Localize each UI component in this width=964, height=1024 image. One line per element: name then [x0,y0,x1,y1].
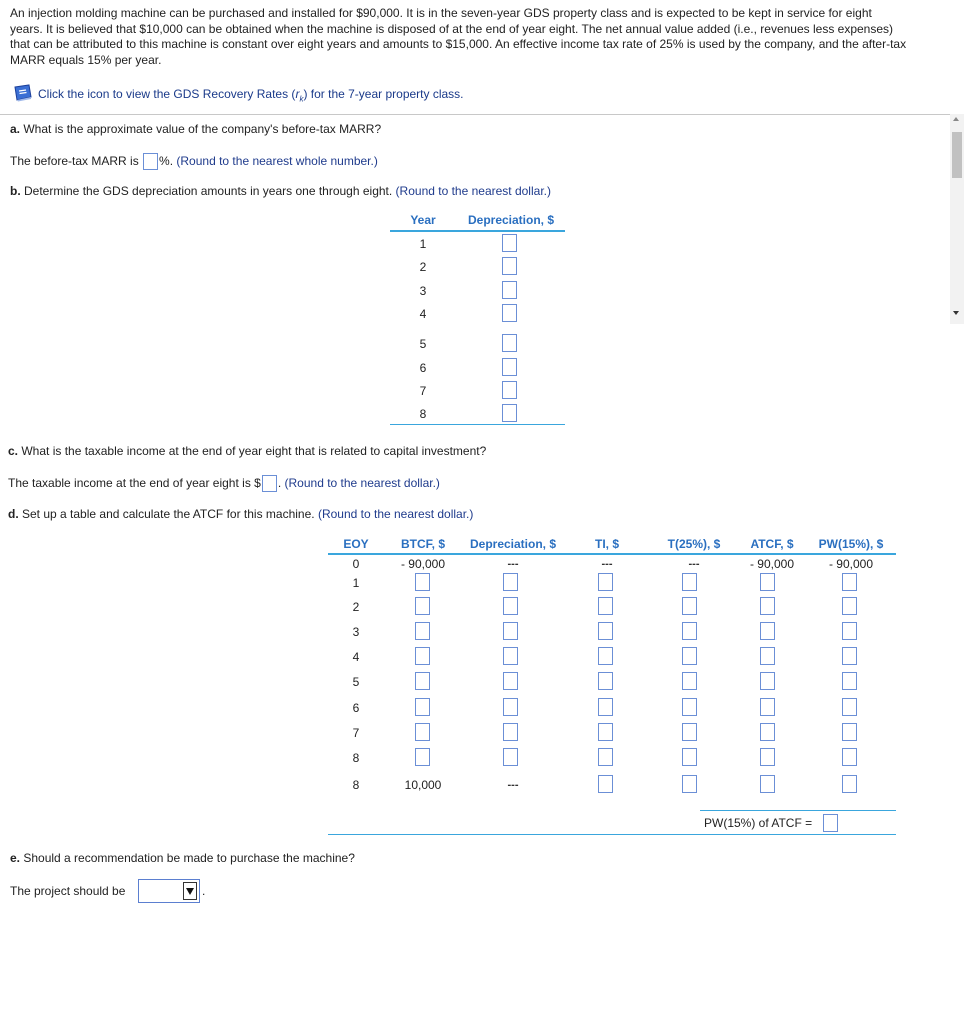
part-c-question-text: What is the taxable income at the end of year eight that is related to capital investment? [18,444,487,458]
problem-statement [10,6,960,68]
atcf-value-input[interactable] [415,573,430,591]
atcf-value-input[interactable] [415,647,430,665]
part-b-label: b. [10,184,21,198]
problem-line-2: years. It is believed that $10,000 can be obtained when the machine is disposed of at the end of year eight. The net annual value added (i.e., revenues less expenses) [10,21,894,36]
part-e-label: e. [10,851,21,865]
atcf-col-header: TI, $ [594,537,619,551]
taxable-income-input[interactable] [262,475,277,492]
atcf-pw-top-rule [700,810,896,811]
section-divider [0,114,950,115]
atcf-value-input[interactable] [598,573,613,591]
atcf-eoy-cell: 8 [352,751,360,765]
gds-link-var: r [295,87,300,101]
atcf-value-input[interactable] [760,647,775,665]
part-e-question-text: Should a recommendation be made to purchase the machine? [20,851,355,865]
scrollbar-thumb[interactable] [952,132,962,178]
atcf-value-input[interactable] [503,748,518,766]
part-c-answer-suffix: . [277,476,282,490]
atcf-col-header: BTCF, $ [400,537,445,551]
atcf-value-input[interactable] [760,748,775,766]
atcf-eoy-cell: 4 [352,650,360,664]
dep-amount-input[interactable] [502,358,517,376]
atcf-row0-cell: --- [507,558,519,570]
atcf-value-input[interactable] [682,597,697,615]
part-c-hint: (Round to the nearest dollar.) [281,476,440,490]
pw-atcf-label: PW(15%) of ATCF = [704,816,813,830]
atcf-value-input[interactable] [760,573,775,591]
atcf-value-input[interactable] [842,672,857,690]
atcf-value-input[interactable] [842,748,857,766]
dep-year-cell: 3 [419,284,427,298]
part-a-question [10,122,381,136]
atcf-value-input[interactable] [598,597,613,615]
atcf-row0-cell: - 90,000 [400,557,446,571]
atcf-value-input[interactable] [842,775,857,793]
dep-year-cell: 8 [419,407,427,421]
part-c-answer [8,473,440,493]
part-d-question [8,507,473,521]
part-b-hint: (Round to the nearest dollar.) [392,184,551,198]
gds-rates-link[interactable] [38,87,464,103]
problem-line-1: An injection molding machine can be purchased and installed for $90,000. It is in the seven-year GDS property class and is expected to be kept in service for eight [10,6,872,20]
dropdown-arrow-icon[interactable] [183,882,197,900]
table-bottom-rule [390,424,565,425]
atcf-value-input[interactable] [415,672,430,690]
part-a-answer-unit: %. [159,154,174,168]
part-d-question-text: Set up a table and calculate the ATCF for this machine. [18,507,315,521]
atcf-value-input[interactable] [415,622,430,640]
atcf-value-input[interactable] [842,723,857,741]
atcf-value-input[interactable] [682,748,697,766]
dep-amount-input[interactable] [502,257,517,275]
atcf-value-input[interactable] [682,672,697,690]
atcf-value-input[interactable] [598,647,613,665]
atcf-row0-cell: - 90,000 [828,557,874,571]
atcf-value-input[interactable] [415,597,430,615]
atcf-value-input[interactable] [682,723,697,741]
atcf-value-input[interactable] [503,622,518,640]
part-a-answer [10,151,378,171]
atcf-col-header: Depreciation, $ [469,537,557,551]
atcf-value-input[interactable] [503,698,518,716]
pw-atcf-input[interactable] [823,814,838,832]
problem-line-4: MARR equals 15% per year. [10,52,162,67]
atcf-value-input[interactable] [415,698,430,716]
scroll-up-icon[interactable] [953,117,959,121]
atcf-value-input[interactable] [760,698,775,716]
gds-link-suffix: ) for the 7-year property class. [303,87,464,101]
atcf-value-input[interactable] [503,597,518,615]
part-e-answer-suffix: . [202,884,206,898]
atcf-eoy-cell: 2 [352,600,360,614]
recommendation-select[interactable] [138,879,200,903]
atcf-bottom-rule [328,834,896,835]
part-d-label: d. [8,507,19,521]
dep-amount-input[interactable] [502,304,517,322]
atcf-eoy-cell: 1 [352,576,360,590]
atcf-salvage-btcf: 10,000 [404,778,442,792]
atcf-value-input[interactable] [598,775,613,793]
atcf-value-input[interactable] [598,748,613,766]
dep-year-cell: 5 [419,337,427,351]
part-a-question-text: What is the approximate value of the company's before-tax MARR? [20,122,382,136]
part-d-hint: (Round to the nearest dollar.) [314,507,474,521]
gds-link-prefix: Click the icon to view the GDS Recovery Rates ( [38,87,296,101]
atcf-row0-cell: --- [688,558,700,570]
atcf-eoy-cell: 8 [352,778,360,792]
dep-year-cell: 4 [419,307,427,321]
dep-year-cell: 1 [419,237,427,251]
part-c-answer-prefix: The taxable income at the end of year eight is $ [8,476,261,490]
part-e-answer-prefix: The project should be [10,884,126,898]
atcf-value-input[interactable] [842,647,857,665]
atcf-value-input[interactable] [415,748,430,766]
atcf-header-rule [328,553,896,555]
dep-year-cell: 7 [419,384,427,398]
atcf-value-input[interactable] [842,698,857,716]
atcf-row0-cell: - 90,000 [749,557,795,571]
atcf-value-input[interactable] [842,573,857,591]
atcf-eoy-cell: 6 [352,701,360,715]
atcf-col-header: T(25%), $ [667,537,721,551]
atcf-value-input[interactable] [842,622,857,640]
part-a-hint: (Round to the nearest whole number.) [173,154,378,168]
dep-amount-input[interactable] [502,381,517,399]
dep-amount-input[interactable] [502,334,517,352]
part-a-answer-prefix: The before-tax MARR is [10,154,143,168]
atcf-value-input[interactable] [682,573,697,591]
atcf-value-input[interactable] [842,597,857,615]
dep-amount-input[interactable] [502,234,517,252]
dep-amount-input[interactable] [502,281,517,299]
gds-link-sub: k [299,94,304,104]
atcf-col-header: PW(15%), $ [818,537,884,551]
part-b-question-text: Determine the GDS depreciation amounts in years one through eight. [20,184,393,198]
table-header-rule [390,230,565,232]
atcf-value-input[interactable] [760,775,775,793]
part-b-question [10,184,551,198]
atcf-value-input[interactable] [503,573,518,591]
atcf-value-input[interactable] [682,698,697,716]
atcf-eoy-cell: 3 [352,625,360,639]
atcf-value-input[interactable] [503,723,518,741]
atcf-value-input[interactable] [760,622,775,640]
part-c-question [8,444,486,458]
atcf-eoy-cell: 5 [352,675,360,689]
atcf-value-input[interactable] [682,647,697,665]
dep-year-cell: 6 [419,361,427,375]
atcf-value-input[interactable] [503,672,518,690]
atcf-value-input[interactable] [598,622,613,640]
dep-year-cell: 2 [419,260,427,274]
atcf-value-input[interactable] [682,775,697,793]
atcf-value-input[interactable] [760,597,775,615]
atcf-row0-cell: --- [601,558,613,570]
before-tax-marr-input[interactable] [143,153,158,170]
atcf-value-input[interactable] [598,672,613,690]
atcf-col-header: ATCF, $ [750,537,794,551]
atcf-value-input[interactable] [415,723,430,741]
atcf-value-input[interactable] [598,698,613,716]
atcf-col-header: EOY [343,537,369,551]
part-e-question [10,851,355,865]
col-header-year: Year [410,213,436,227]
scroll-down-icon[interactable] [953,311,959,315]
book-icon[interactable] [12,84,34,102]
atcf-row0-cell: 0 [352,557,360,571]
atcf-eoy-cell: 7 [352,726,360,740]
problem-line-3: that can be attributed to this machine is constant over eight years and amounts to $15,000. An effective income tax rate of 25% is used by the company, and the after-tax [10,37,907,51]
dep-amount-input[interactable] [502,404,517,422]
part-a-label: a. [10,122,21,136]
atcf-value-input[interactable] [682,622,697,640]
atcf-value-input[interactable] [503,647,518,665]
part-c-label: c. [8,444,19,458]
atcf-salvage-dep: --- [507,779,519,791]
col-header-depreciation: Depreciation, $ [467,213,555,227]
atcf-value-input[interactable] [760,723,775,741]
atcf-value-input[interactable] [598,723,613,741]
atcf-value-input[interactable] [760,672,775,690]
